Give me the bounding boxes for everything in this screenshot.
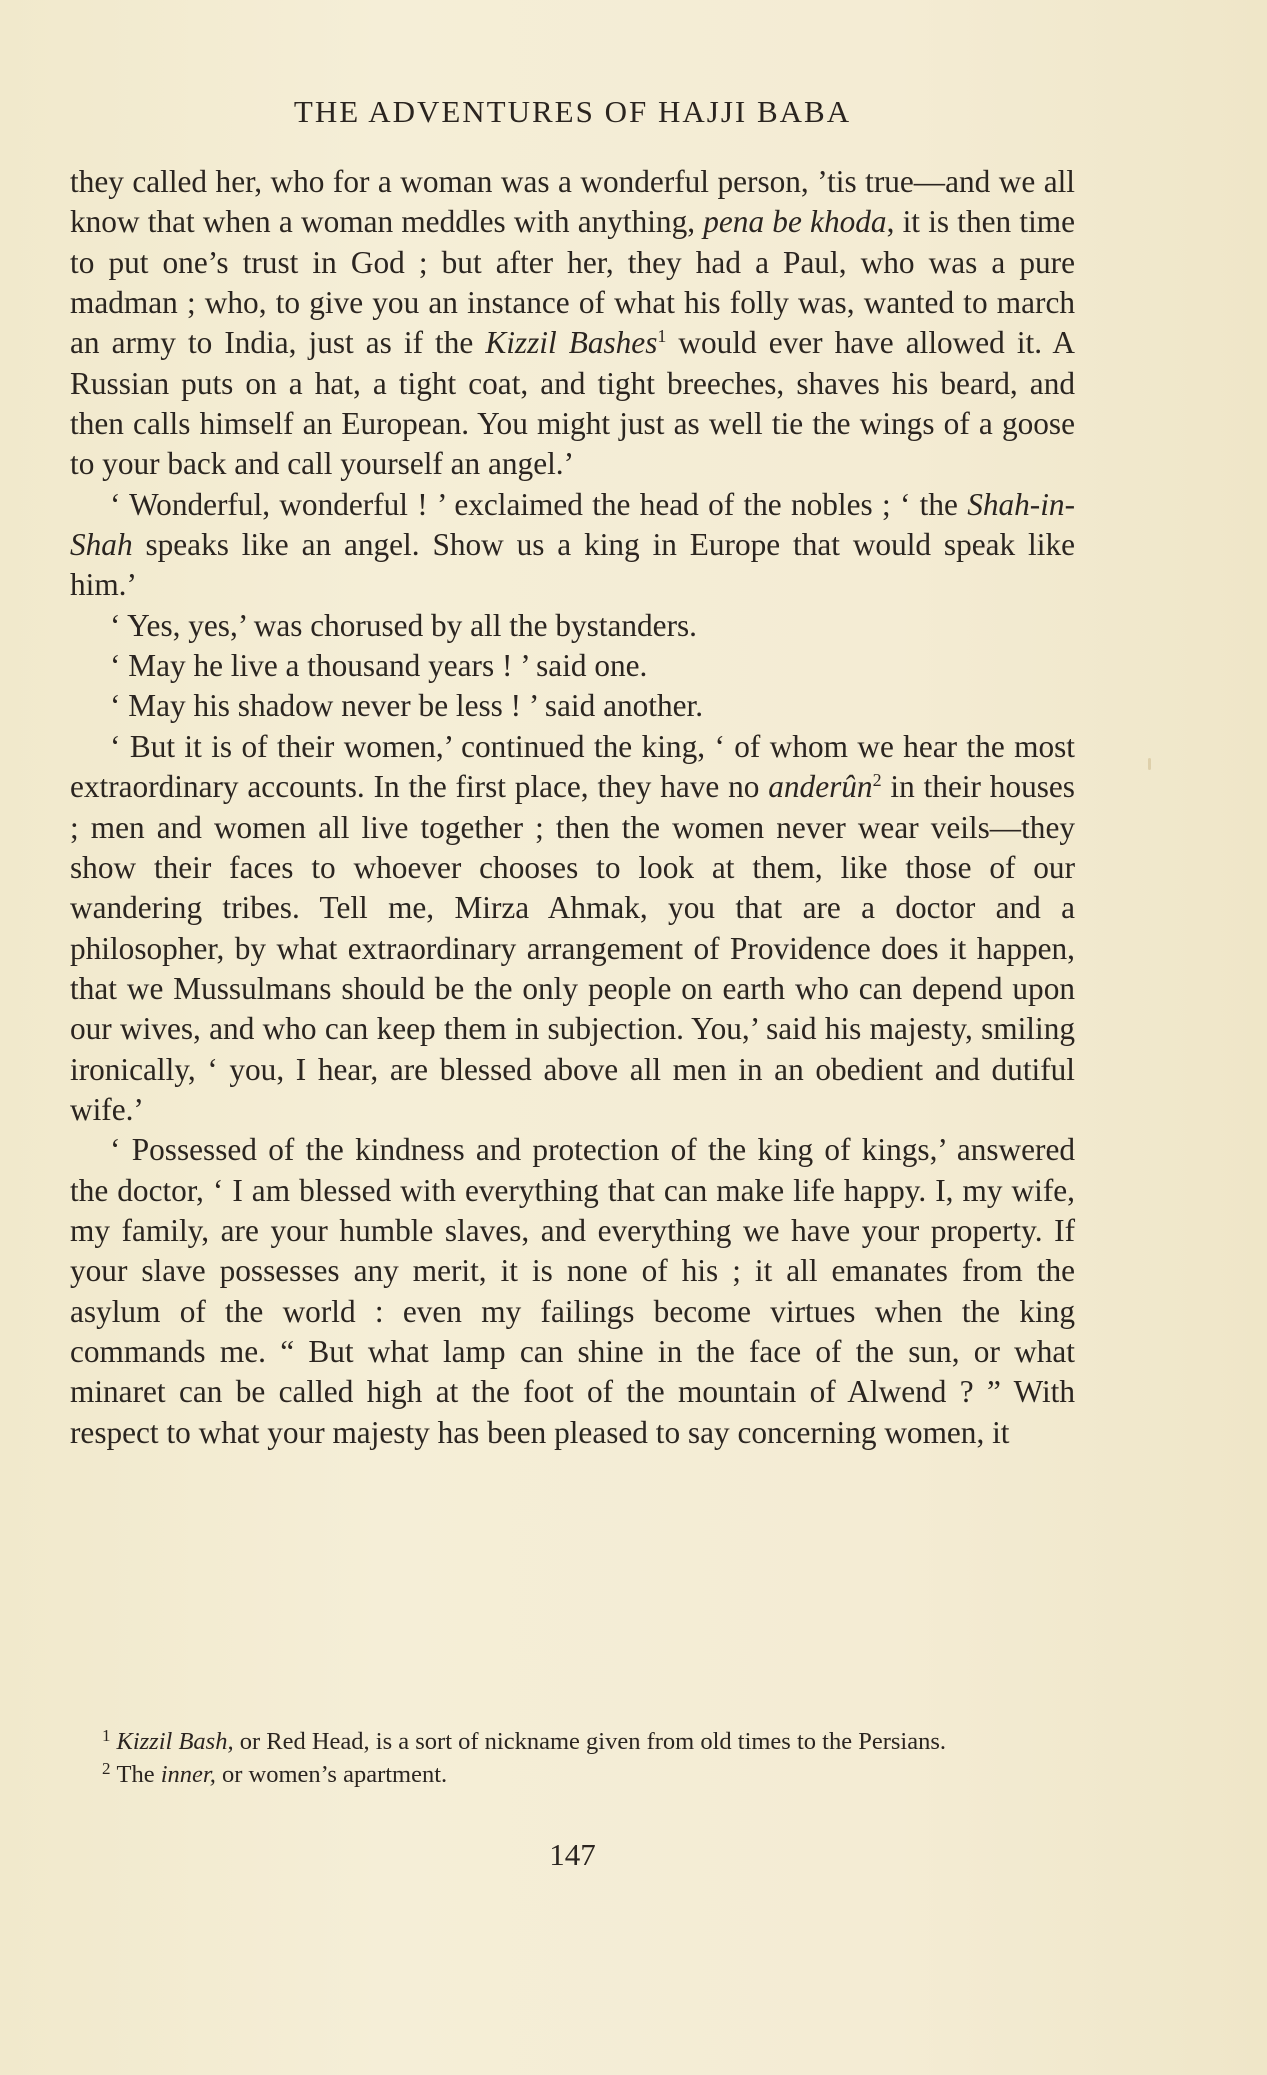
text-run: ‘ May his shadow never be less ! ’ said another. xyxy=(110,688,704,724)
footnote xyxy=(70,1725,1075,1758)
running-head: THE ADVENTURES OF HAJJI BABA xyxy=(293,94,852,129)
text-run: ‘ But it is of their women,’ continued the king, ‘ of whom we hear the most extraordinary accounts. In the first place, they have no xyxy=(70,728,1075,805)
footnote-reference: 2 xyxy=(872,770,882,791)
text-run: would ever have allowed it. A Russian puts on a hat, a tight coat, and tight breeches, shaves his beard, and then calls himself an European. You might just as well tie the wings of a goose to your back and call yourself an angel.’ xyxy=(70,325,1075,482)
footnote-mark: 1 xyxy=(102,1726,111,1745)
italic-run: Kizzil Bash, xyxy=(116,1728,234,1755)
text-run: The xyxy=(116,1761,161,1788)
text-run: or women’s apartment. xyxy=(215,1761,448,1788)
footnote-reference: 1 xyxy=(657,326,667,347)
italic-run: anderûn xyxy=(768,769,873,805)
paragraph xyxy=(70,606,1075,646)
page-number: 147 xyxy=(549,1837,596,1872)
footnote-mark: 2 xyxy=(102,1759,111,1778)
text-run: speaks like an angel. Show us a king in Europe that would speak like him.’ xyxy=(70,527,1075,603)
text-run: or Red Head, is a sort of nickname given from old times to the Persians. xyxy=(233,1728,946,1755)
paragraph xyxy=(70,727,1075,1130)
text-run: ‘ Possessed of the kindness and protection of the king of kings,’ answered the doctor, ‘ I am blessed with everything that can make life happy. I, my wife, my family, are your humble slaves, and everything we have your property. If your slave possesses any merit, it is none of his ; it all emanates from the asylum of the world : even my failings become virtues when the king commands me. “ But what lamp can shine in the face of the sun, or what minaret can be called high at the foot of the mountain of Alwend ? ” With respect to what your majesty has been pleased to say concerning women, it xyxy=(70,1132,1075,1450)
paper-fleck xyxy=(1148,758,1151,770)
footnote xyxy=(70,1758,1075,1791)
paragraph xyxy=(70,686,1075,726)
italic-run: Shah-in-Shah xyxy=(70,486,1075,563)
text-run: , it is then time to put one’s trust in God ; but after her, they had a Paul, who was a pure madman ; who, to give you an instance of what his folly was, wanted to march an army to India, just as if the xyxy=(70,204,1076,361)
text-run: ‘ Yes, yes,’ was chorused by all the bystanders. xyxy=(110,607,697,643)
paragraph xyxy=(70,1130,1075,1453)
paragraph xyxy=(70,485,1075,606)
italic-run: inner, xyxy=(160,1761,216,1788)
paragraph xyxy=(70,646,1075,686)
italic-run: Kizzil Bashes xyxy=(485,325,658,361)
text-run: ‘ May he live a thousand years ! ’ said one. xyxy=(110,648,648,684)
body-text xyxy=(70,162,1075,1453)
text-run: in their houses ; men and women all live together ; then the women never wear veils—they show their faces to whoever chooses to look at them, like those of our wandering tribes. Tell me, Mirza Ahmak, you that are a doctor and a philosopher, by what extraordinary arrangement of Providence does it happen, that we Mussulmans should be the only people on earth who can depend upon our wives, and who can keep them in subjection. You,’ said his majesty, smiling ironically, ‘ you, I hear, are blessed above all men in an obedient and dutiful wife.’ xyxy=(70,769,1075,1127)
paragraph xyxy=(70,162,1075,485)
text-run: ‘ Wonderful, wonderful ! ’ exclaimed the head of the nobles ; ‘ the xyxy=(110,486,968,522)
text-run: they called her, who for a woman was a wonderful person, ’tis true—and we all know that when a woman meddles with anything, xyxy=(70,164,1075,240)
footnotes xyxy=(70,1725,1075,1791)
italic-run: pena be khoda xyxy=(703,204,887,240)
